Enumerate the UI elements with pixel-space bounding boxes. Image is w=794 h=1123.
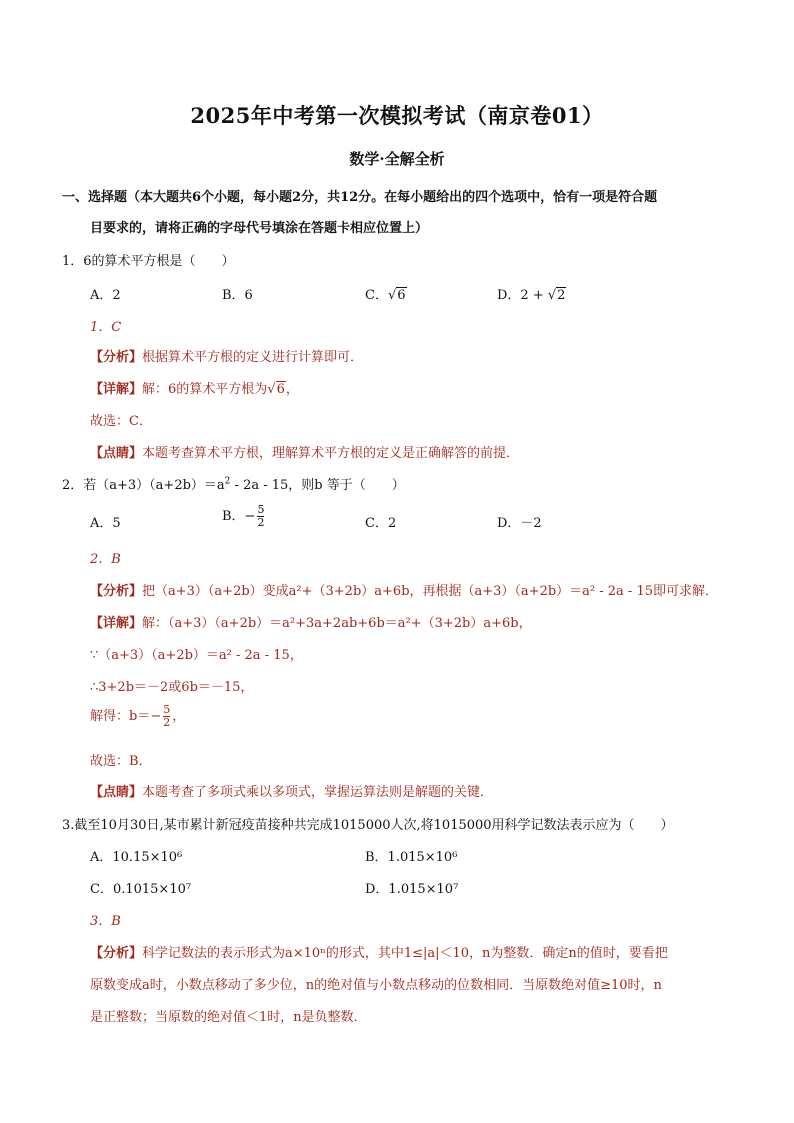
- q1-option-c-prefix: C．: [365, 288, 388, 303]
- q1-option-b: B．6: [222, 288, 253, 303]
- detail-tag: 【详解】: [90, 382, 143, 397]
- fraction-denominator: 2: [163, 716, 171, 729]
- q3-analysis-line2: 原数变成a时，小数点移动了多少位，n的绝对值与小数点移动的位数相同．当原数绝对值≥10时，n: [90, 978, 662, 993]
- q1-choose: 故选：C．: [90, 414, 152, 429]
- point-tag: 【点睛】: [90, 446, 143, 461]
- q1-point-text: 本题考查算术平方根，理解算术平方根的定义是正确解答的前提．: [142, 446, 520, 461]
- q2-analysis-text: 把（a+3）（a+2b）变成a²+（3+2b）a+6b，再根据（a+3）（a+2b）＝a² - 2a - 15即可求解．: [142, 584, 719, 599]
- q2-stem-part2: - 2a - 15，则b 等于（ ）: [230, 478, 405, 493]
- q3-option-d: D．1.015×10⁷: [365, 882, 459, 897]
- q2-stem-exponent: 2: [224, 476, 231, 487]
- analysis-tag: 【分析】: [90, 584, 143, 599]
- q2-solve: [90, 704, 185, 729]
- q1-analysis-text: 根据算术平方根的定义进行计算即可．: [142, 350, 364, 365]
- q2-point-text: 本题考查了多项式乘以多项式，掌握运算法则是解题的关键．: [142, 785, 494, 800]
- point-tag: 【点睛】: [90, 785, 143, 800]
- q3-option-a: A．10.15×10⁶: [90, 850, 183, 865]
- q3-option-c: C．0.1015×10⁷: [90, 882, 192, 897]
- page-subtitle: 数学·全解全析: [349, 150, 445, 168]
- analysis-tag: 【分析】: [90, 350, 143, 365]
- q3-stem: 3.截至10月30日,某市累计新冠疫苗接种共完成1015000人次,将1015000用科学记数法表示应为（ ）: [62, 818, 674, 833]
- q2-option-a: A．5: [90, 516, 121, 531]
- fraction-denominator: 2: [257, 516, 265, 529]
- q2-because: ∵（a+3）（a+2b）＝a² - 2a - 15，: [90, 648, 303, 663]
- q2-point: [90, 781, 493, 800]
- analysis-tag: 【分析】: [90, 946, 143, 961]
- q1-answer: 1．C: [90, 320, 122, 335]
- q1-point: [90, 442, 519, 461]
- q2-detail-text: 解：（a+3）（a+2b）＝a²+3a+2ab+6b＝a²+（3+2b）a+6b，: [142, 616, 532, 631]
- q1-detail: [90, 378, 299, 397]
- q1-option-c-radicand: 6: [397, 288, 406, 303]
- q2-stem: [62, 474, 405, 493]
- q3-analysis-line3: 是正整数；当原数的绝对值＜1时，n是负整数．: [90, 1010, 367, 1025]
- q2-therefore: ∴3+2b＝－2或6b＝－15，: [90, 680, 254, 695]
- q1-option-c: [365, 284, 407, 303]
- q1-detail-text: 解：6的算术平方根为: [142, 382, 268, 397]
- q2-option-b: [222, 504, 266, 529]
- q3-analysis-line1: [90, 942, 668, 961]
- q2-option-b-prefix: B．−: [222, 509, 256, 524]
- sqrt-symbol: √2: [547, 288, 566, 303]
- q2-analysis: [90, 580, 718, 599]
- q2-answer: 2．B: [90, 552, 121, 567]
- q1-stem: 1．6的算术平方根是（ ）: [62, 254, 235, 269]
- q1-option-d: [497, 284, 566, 303]
- q2-solve-post: ，: [172, 709, 186, 724]
- q1-detail-radicand: 6: [276, 382, 285, 397]
- q3-option-b: B．1.015×10⁶: [365, 850, 458, 865]
- sqrt-symbol: √6: [267, 382, 285, 397]
- q2-detail: [90, 612, 532, 631]
- q2-solve-prefix: 解得：b＝−: [90, 709, 162, 724]
- q1-option-d-radicand: 2: [557, 288, 566, 303]
- q2-solve-fraction: [163, 704, 170, 729]
- section-heading-line1: 一、选择题（本大题共6个小题，每小题2分，共12分。在每小题给出的四个选项中，恰有一项是符合题: [62, 190, 658, 205]
- q3-analysis-text-1: 科学记数法的表示形式为a×10ⁿ的形式，其中1≤|a|＜10，n为整数．确定n的值时，要看把: [142, 946, 668, 961]
- q2-choose: 故选：B．: [90, 754, 152, 769]
- fraction-numerator: 5: [163, 703, 171, 716]
- q1-analysis: [90, 346, 363, 365]
- section-heading-line2: 目要求的，请将正确的字母代号填涂在答题卡相应位置上）: [90, 221, 429, 236]
- fraction-numerator: 5: [257, 503, 265, 516]
- q1-detail-post: ，: [285, 382, 299, 397]
- q3-answer: 3．B: [90, 914, 121, 929]
- sqrt-symbol: √6: [387, 288, 406, 303]
- q1-option-a: A．2: [90, 288, 121, 303]
- q2-option-b-fraction: [257, 504, 264, 529]
- q2-option-d: D．－2: [497, 516, 542, 531]
- page-title: 2025年中考第一次模拟考试（南京卷01）: [190, 103, 604, 128]
- q2-stem-part1: 2．若（a+3）（a+2b）＝a: [62, 478, 225, 493]
- q2-option-c: C．2: [365, 516, 397, 531]
- detail-tag: 【详解】: [90, 616, 143, 631]
- q1-option-d-prefix: D．2 +: [497, 288, 548, 303]
